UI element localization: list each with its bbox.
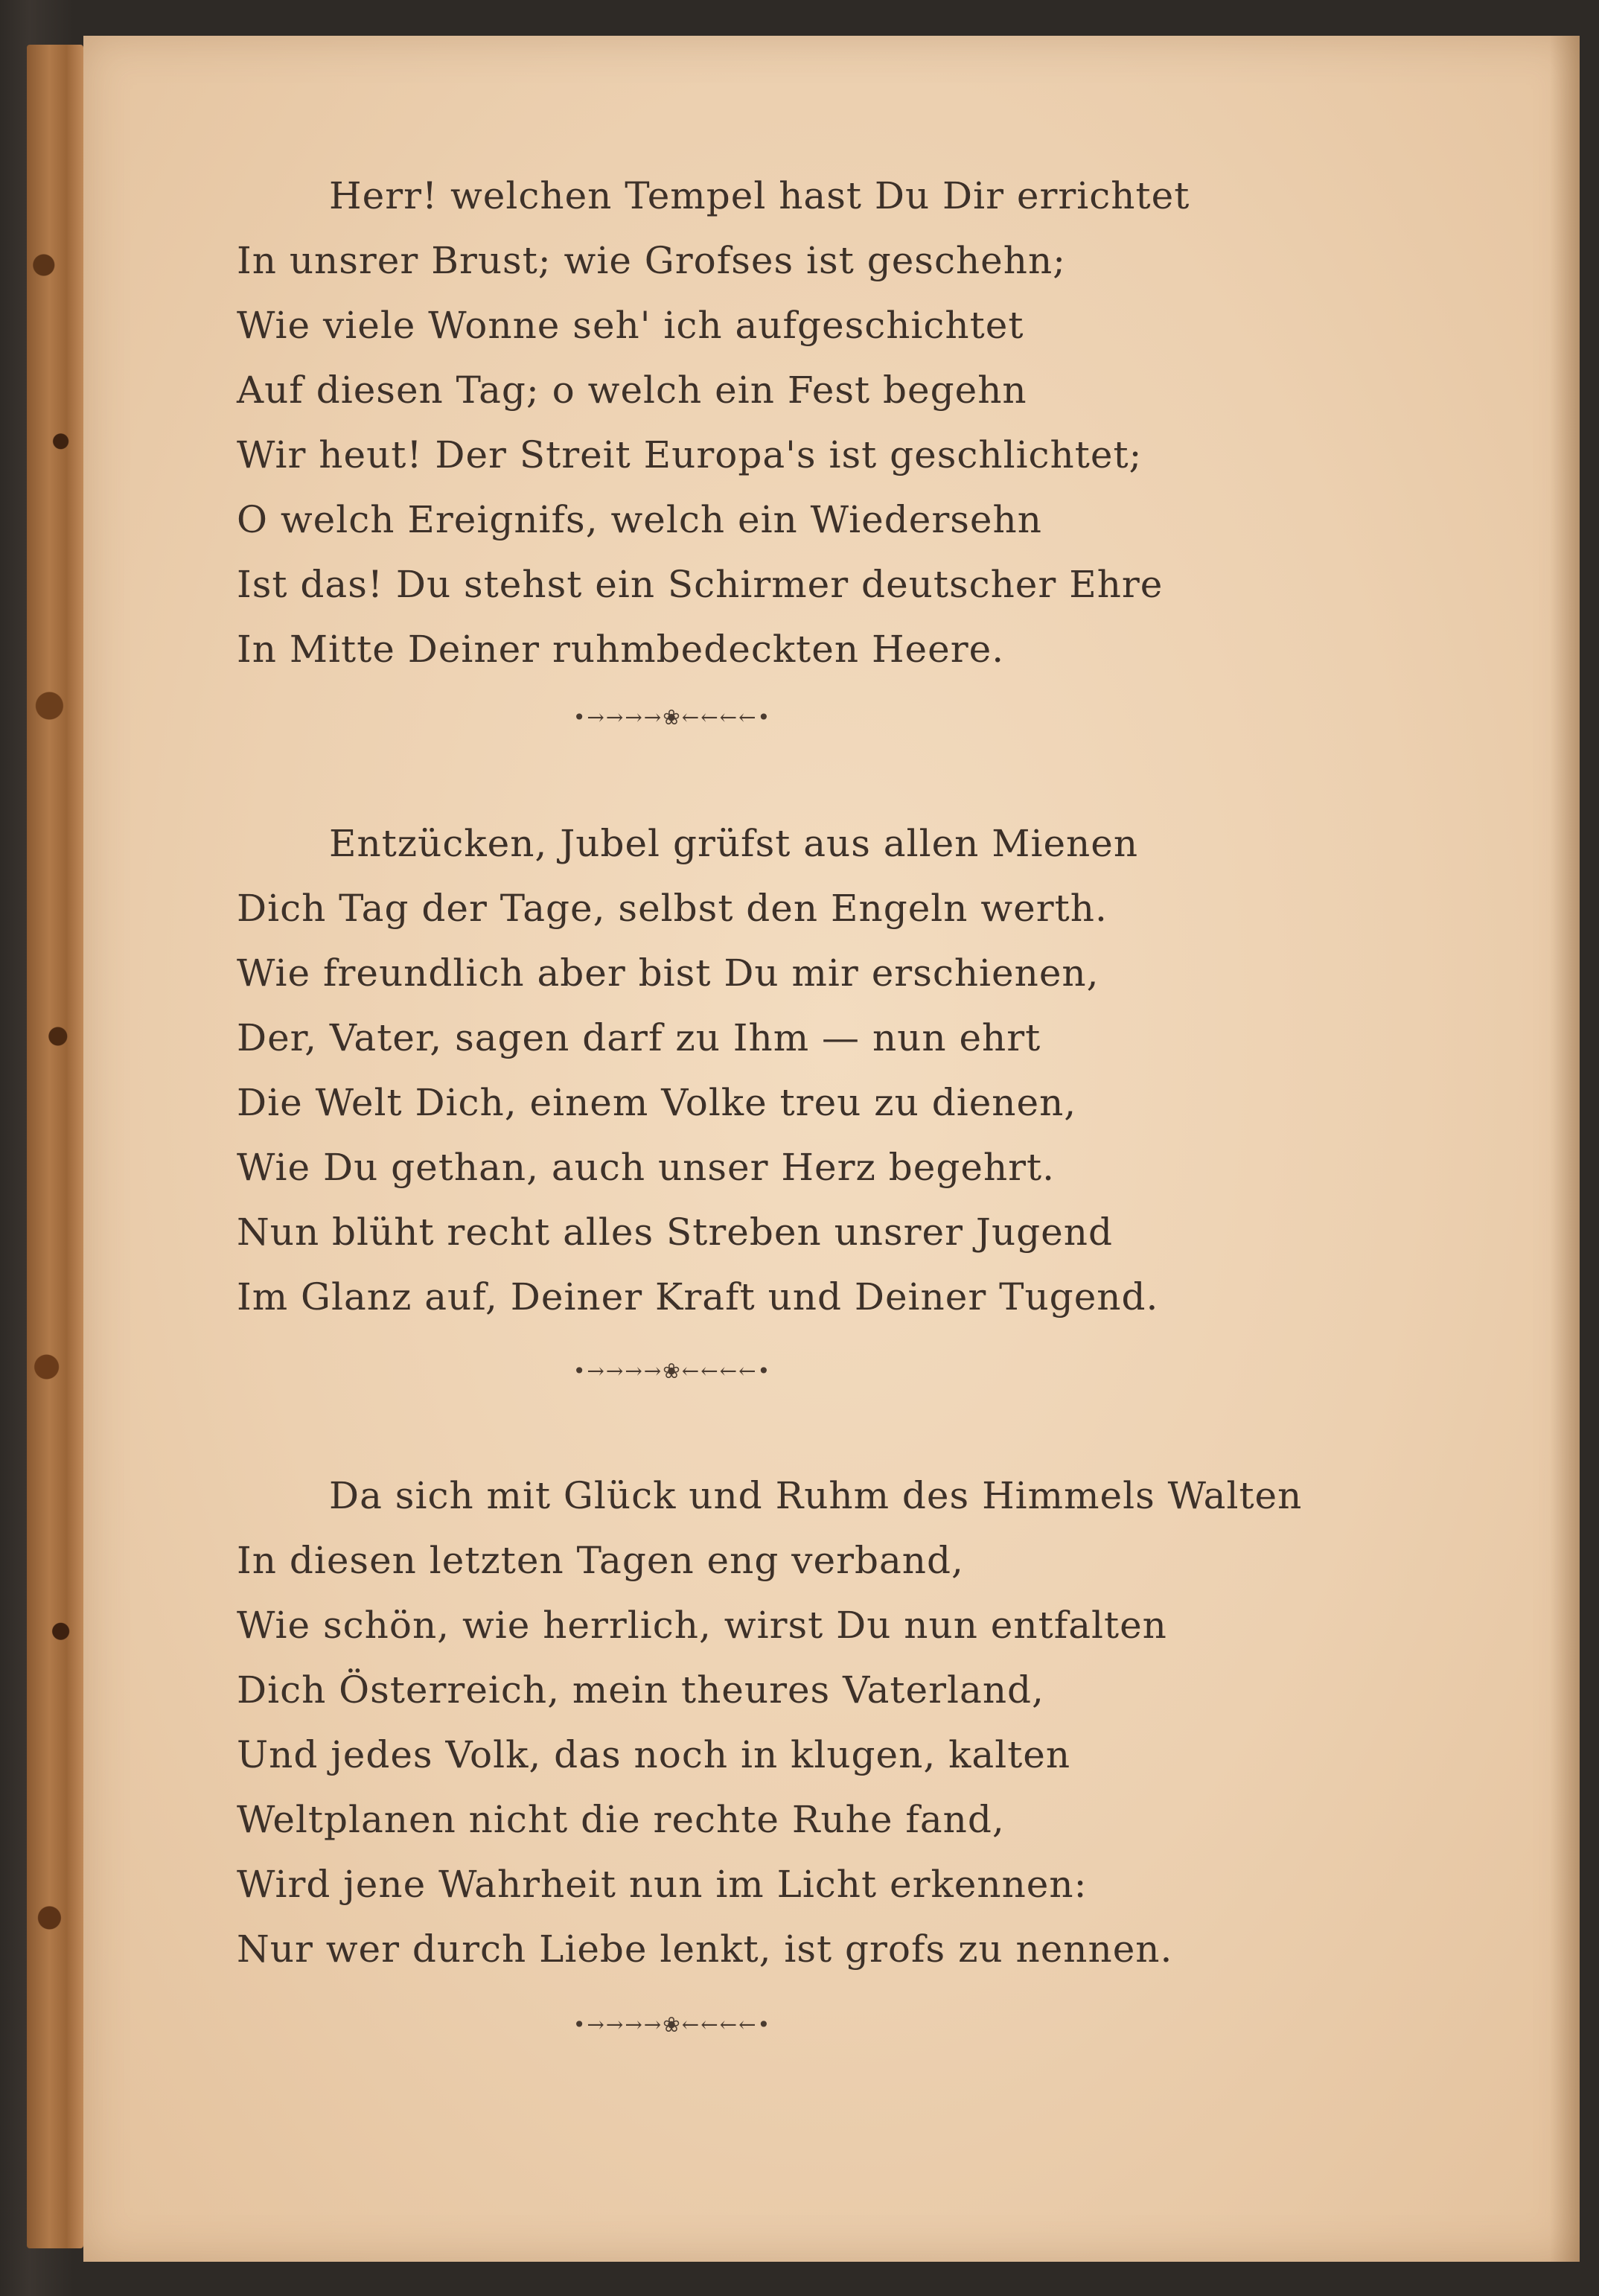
verse-line: In Mitte Deiner ruhmbedeckten Heere. — [237, 628, 1005, 671]
verse-line: Wie viele Wonne seh' ich aufgeschichtet — [237, 304, 1024, 347]
stanza-1 — [237, 164, 1428, 682]
verse-line: Wie freundlich aber bist Du mir erschienen, — [237, 951, 1099, 995]
verse-line: Wie schön, wie herrlich, wirst Du nun entfalten — [237, 1604, 1167, 1647]
verse-line: Nun blüht recht alles Streben unsrer Jugend — [237, 1211, 1113, 1254]
page-edge-shadow — [1550, 36, 1580, 2262]
ornament-divider: •→→→→❀←←←←• — [572, 1359, 772, 1383]
stanza-2 — [237, 811, 1428, 1330]
verse-line: Entzücken, Jubel grüfst aus allen Mienen — [329, 822, 1139, 865]
verse-line: Auf diesen Tag; o welch ein Fest begehn — [237, 369, 1027, 412]
verse-line: In unsrer Brust; wie Grofses ist geschehn; — [237, 239, 1066, 282]
ornament-divider: •→→→→❀←←←←• — [572, 705, 772, 730]
book-spine-edge — [27, 45, 83, 2248]
verse-line: Dich Tag der Tage, selbst den Engeln werth. — [237, 887, 1108, 930]
ornament-divider: •→→→→❀←←←←• — [572, 2012, 772, 2037]
verse-line: Wir heut! Der Streit Europa's ist geschlichtet; — [237, 433, 1143, 476]
poem-text — [237, 164, 1428, 2035]
verse-line: Wie Du gethan, auch unser Herz begehrt. — [237, 1146, 1056, 1189]
verse-line: Der, Vater, sagen darf zu Ihm — nun ehrt — [237, 1016, 1041, 1059]
stanza-3 — [237, 1464, 1428, 1982]
verse-line: Dich Österreich, mein theures Vaterland, — [237, 1668, 1044, 1712]
verse-line: Im Glanz auf, Deiner Kraft und Deiner Tugend. — [237, 1275, 1159, 1318]
verse-line: Wird jene Wahrheit nun im Licht erkennen: — [237, 1863, 1088, 1906]
verse-line: Weltplanen nicht die rechte Ruhe fand, — [237, 1798, 1005, 1841]
verse-line: Die Welt Dich, einem Volke treu zu dienen, — [237, 1081, 1077, 1124]
verse-line: Herr! welchen Tempel hast Du Dir errichtet — [329, 174, 1190, 217]
verse-line: O welch Ereignifs, welch ein Wiedersehn — [237, 498, 1042, 541]
verse-line: Und jedes Volk, das noch in klugen, kalten — [237, 1733, 1071, 1776]
verse-line: Ist das! Du stehst ein Schirmer deutscher Ehre — [237, 563, 1164, 606]
verse-line: Nur wer durch Liebe lenkt, ist grofs zu nennen. — [237, 1927, 1173, 1971]
verse-line: Da sich mit Glück und Ruhm des Himmels Walten — [329, 1474, 1303, 1517]
verse-line: In diesen letzten Tagen eng verband, — [237, 1539, 964, 1582]
